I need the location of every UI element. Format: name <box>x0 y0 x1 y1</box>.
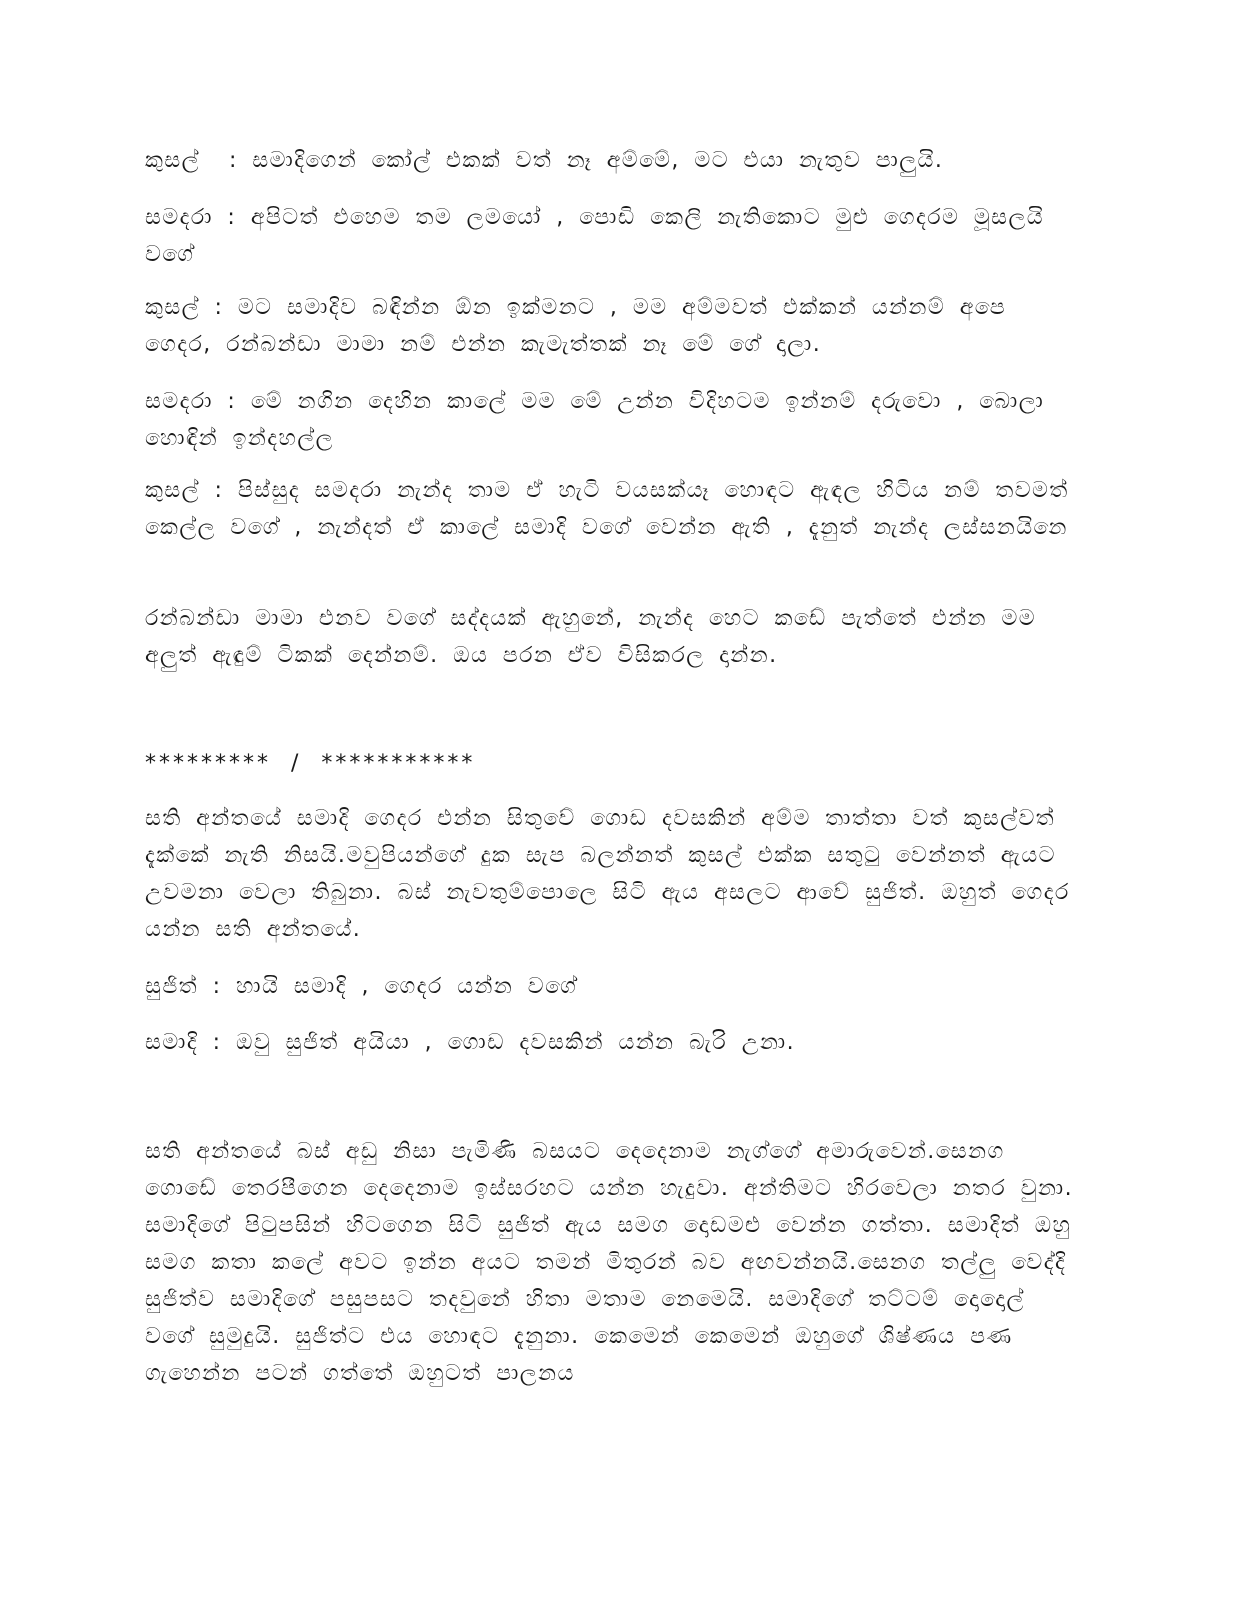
narration-paragraph-3: සති අන්තයේ බස් අඩු නිසා පැමිණි බසයට දෙදෙනාම නැග්ගේ අමාරුවෙන්.සෙනග ගොඩේ තෙරපීගෙන දෙදෙනාම ඉස්සරහට යන්න හැදුවා. අන්තිමට හිරවෙලා නතර වුනා. සමාදිගේ පිටුපසින් හිටගෙන සිටි සුජිත් ඇය සමග දොඩමළු වෙන්න ගත්තා. සමාදිත් ඔහු සමග කතා කලේ අවට ඉන්න අයට තමන් මිතුරන් බව අඟවන්නයි.සෙනග තල්ලු වෙද්දි සුජිත්ව සමාදිගේ පසුපසට තදවුනේ හිතා මතාම නෙමෙයි. සමාදිගේ තට්ටම් දොදොල් වගේ සුමුදුයි. සුජිත්ට එය හොඳට දැනුනා. කෙමෙන් කෙමෙන් ඔහුගේ ශිෂ්ණය පණ ගැහෙන්න පටන් ගත්තේ ඔහුටත් පාලනය <box>145 1139 1074 1386</box>
dialogue-paragraph-kusal-2: කුසල් : මට සමාදිව බඳින්න ඕන ඉක්මනට , මම අම්මවත් එක්කන් යන්නම් අපෙ ගෙදර, රන්බන්ඩා මාමා නම් එන්න කැමැත්තක් නෑ මේ ගේ දාලා. <box>145 295 1007 357</box>
dialogue-paragraph-samadara-1: සමදරා : අපිටත් එහෙම තම ලමයෝ , පොඩි කෙලි නැතිකොට මුළු ගෙදරම මූසලයි වගේ <box>145 205 1045 267</box>
dialogue-paragraph-kusal-1: කුසල් ‍ : සමාදිගෙන් කෝල් එකක් වත් නෑ අම්මේ, මට එයා නැතුව පාලුයි. <box>145 148 944 173</box>
dialogue-paragraph-kusal-3: කුසල් : පිස්සුද සමදරා නැන්ද තාම ඒ හැටි වයසක්යෑ හොඳට ඇඳල හිටිය නම් තවමත් කෙල්ල වගේ , නැන්දත් ඒ කාලේ සමාදි වගේ වෙන්න ඇති , දැනුත් නැන්ද ලස්සනයිනෙ <box>145 478 1069 540</box>
narration-paragraph-1: රන්බන්ඩා මාමා එනව වගේ සද්දයක් ඇහුනේ, නැන්ද හෙට කඩේ පැත්තේ එන්න මම අලුත් ඇඳුම් ටිකක් දෙන්නම්. ඔය පරන ඒව විසිකරල දාන්න. <box>145 606 1037 668</box>
dialogue-paragraph-samadi-1: සමාදි : ඔවු සුජිත් අයියා , ගොඩ දවසකින් යන්න බැරි උනා. <box>145 1030 796 1055</box>
narration-paragraph-2: සති අන්තයේ සමාදි ගෙදර එන්න සිතුවේ ගොඩ දවසකින් අම්ම තාත්තා වත් කුසල්වත් දැක්කේ නැති නිසයි.මවුපියන්ගේ දුක සැප බලන්නත් කුසල් එක්ක සතුටු වෙන්නත් ඇයට උවමනා වෙලා තිබුනා. බස් නැවතුම්පොලෙ සිටි ඇය අසලට ආවේ සුජිත්. ඔහුත් ගෙදර යන්න සති අන්තයේ. <box>145 806 1070 942</box>
section-separator: ********* / *********** <box>145 751 476 776</box>
dialogue-paragraph-sujith-1: සුජිත් : හායි සමාදි , ගෙදර යන්න වගේ <box>145 974 578 999</box>
dialogue-paragraph-samadara-2: සමදරා : මේ නගින දෙහින කාලේ මම මේ උන්න විදිහටම ඉන්නම් දරුවො , බොලා හොඳින් ඉන්දහල්ල <box>145 389 1045 451</box>
